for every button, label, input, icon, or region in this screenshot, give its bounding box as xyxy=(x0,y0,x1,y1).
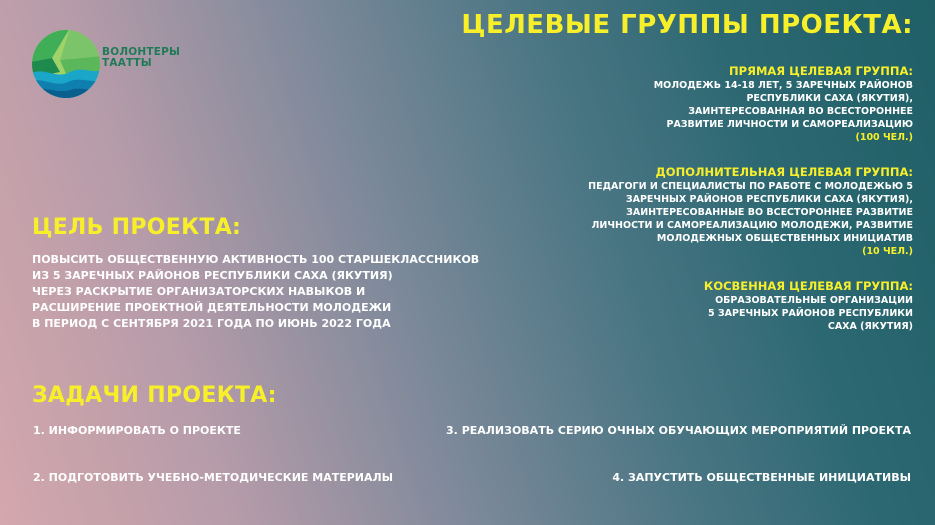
additional-group-line: ЗАИНТЕРЕСОВАННЫЕ ВО ВСЕСТОРОННЕЕ РАЗВИТИЕ xyxy=(626,207,913,218)
direct-target-group xyxy=(654,64,913,144)
tasks-title: ЗАДАЧИ ПРОЕКТА: xyxy=(32,383,277,408)
goal-line: ЧЕРЕЗ РАСКРЫТИЕ ОРГАНИЗАТОРСКИХ НАВЫКОВ И xyxy=(32,285,366,298)
additional-group-line: ПЕДАГОГИ И СПЕЦИАЛИСТЫ ПО РАБОТЕ С МОЛОДЕЖЬЮ 5 xyxy=(588,181,913,192)
direct-group-title: ПРЯМАЯ ЦЕЛЕВАЯ ГРУППА: xyxy=(729,64,913,78)
logo-text-line1: ВОЛОНТЕРЫ xyxy=(102,46,181,58)
additional-group-line: МОЛОДЕЖНЫХ ОБЩЕСТВЕННЫХ ИНИЦИАТИВ xyxy=(656,233,913,244)
additional-group-line: ЗАРЕЧНЫХ РАЙОНОВ РЕСПУБЛИКИ САХА (ЯКУТИЯ), xyxy=(625,194,913,205)
task-item-4: 4. ЗАПУСТИТЬ ОБЩЕСТВЕННЫЕ ИНИЦИАТИВЫ xyxy=(612,471,911,484)
additional-target-group xyxy=(588,165,913,258)
additional-group-count: (10 ЧЕЛ.) xyxy=(862,246,913,257)
goal-title: ЦЕЛЬ ПРОЕКТА: xyxy=(32,215,242,240)
indirect-group-line: 5 ЗАРЕЧНЫХ РАЙОНОВ РЕСПУБЛИКИ xyxy=(708,308,913,319)
logo-text-line2: ТААТТЫ xyxy=(102,57,152,69)
target-groups-title: ЦЕЛЕВЫЕ ГРУППЫ ПРОЕКТА: xyxy=(461,10,913,40)
direct-group-line: РАЗВИТИЕ ЛИЧНОСТИ И САМОРЕАЛИЗАЦИЮ xyxy=(666,119,913,130)
additional-group-title: ДОПОЛНИТЕЛЬНАЯ ЦЕЛЕВАЯ ГРУППА: xyxy=(655,165,913,179)
goal-line: ИЗ 5 ЗАРЕЧНЫХ РАЙОНОВ РЕСПУБЛИКИ САХА (ЯКУТИЯ) xyxy=(32,269,393,282)
task-item-3: 3. РЕАЛИЗОВАТЬ СЕРИЮ ОЧНЫХ ОБУЧАЮЩИХ МЕРОПРИЯТИЙ ПРОЕКТА xyxy=(446,424,911,437)
goal-line: РАСШИРЕНИЕ ПРОЕКТНОЙ ДЕЯТЕЛЬНОСТИ МОЛОДЕЖИ xyxy=(32,301,392,314)
direct-group-line: РЕСПУБЛИКИ САХА (ЯКУТИЯ), xyxy=(746,93,913,104)
additional-group-line: ЛИЧНОСТИ И САМОРЕАЛИЗАЦИЮ МОЛОДЕЖИ, РАЗВИТИЕ xyxy=(591,220,913,231)
logo xyxy=(30,28,102,100)
leaf-wave-circle-icon xyxy=(30,28,102,100)
goal-text xyxy=(32,252,479,332)
logo-text xyxy=(102,47,180,69)
goal-line: ПОВЫСИТЬ ОБЩЕСТВЕННУЮ АКТИВНОСТЬ 100 СТАРШЕКЛАССНИКОВ xyxy=(32,253,480,266)
indirect-group-title: КОСВЕННАЯ ЦЕЛЕВАЯ ГРУППА: xyxy=(703,279,913,293)
task-item-1: 1. ИНФОРМИРОВАТЬ О ПРОЕКТЕ xyxy=(33,424,241,437)
goal-line: В ПЕРИОД С СЕНТЯБРЯ 2021 ГОДА ПО ИЮНЬ 2022 ГОДА xyxy=(32,317,391,330)
indirect-target-group xyxy=(704,279,913,333)
direct-group-line: МОЛОДЕЖЬ 14-18 ЛЕТ, 5 ЗАРЕЧНЫХ РАЙОНОВ xyxy=(653,80,913,91)
indirect-group-line: САХА (ЯКУТИЯ) xyxy=(827,321,913,332)
direct-group-line: ЗАИНТЕРЕСОВАННАЯ ВО ВСЕСТОРОННЕЕ xyxy=(688,106,913,117)
direct-group-count: (100 ЧЕЛ.) xyxy=(855,132,913,143)
task-item-2: 2. ПОДГОТОВИТЬ УЧЕБНО-МЕТОДИЧЕСКИЕ МАТЕРИАЛЫ xyxy=(33,471,394,484)
indirect-group-line: ОБРАЗОВАТЕЛЬНЫЕ ОРГАНИЗАЦИИ xyxy=(715,295,913,306)
